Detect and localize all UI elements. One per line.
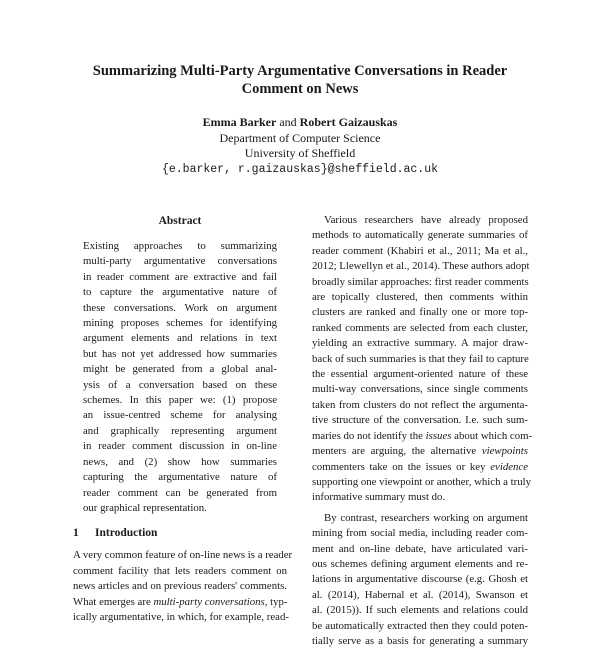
author-block [60, 115, 540, 177]
text-line: Existing approaches to summarizing [83, 240, 277, 252]
text-line: news, and (2) show how summaries [83, 455, 277, 468]
text-line: broadly similar approaches: first reader comments [312, 275, 529, 288]
emphasized-term: evidence [490, 460, 528, 473]
text-line: news articles and on previous readers' comments. [73, 580, 287, 593]
text-line: multi-way conversations, since single comments [312, 383, 528, 396]
text-line: lations in argumentative discourse (e.g. Ghosh et [312, 573, 528, 586]
body-paragraph [312, 213, 528, 429]
paper-title [60, 62, 540, 98]
text-line: methods to automatically generate summaries of [312, 229, 528, 242]
text-line: ranked comments are selected from each cluster, [312, 321, 528, 334]
text-line: taken from clusters do not reflect the argumenta- [312, 398, 528, 411]
text-line: ysis of a conversation based on these [83, 378, 277, 391]
author-names [60, 115, 540, 131]
text-line: be automatically extracted then they could poten- [312, 619, 528, 632]
text-line: ment and on-line debate, have articulated vari- [312, 542, 528, 555]
text-line [73, 595, 287, 610]
emphasized-term: multi-party conversations [153, 595, 265, 608]
affiliation-department: Department of Computer Science [219, 130, 381, 145]
text-line: the essential argument-oriented nature of these [312, 368, 528, 381]
text-run: commenters take on the issues or key [312, 460, 491, 473]
text-run: about which com- [451, 429, 533, 442]
text-run: What emerges are [73, 595, 154, 608]
text-line: mining proposes schemes for identifying [83, 317, 277, 330]
section-heading-introduction [73, 525, 287, 541]
text-line: our graphical representation. [83, 501, 207, 514]
abstract-body [73, 239, 287, 516]
text-line: informative summary must do. [312, 491, 446, 504]
text-line: mining from social media, including reader com- [312, 527, 528, 540]
text-line [312, 429, 533, 444]
text-line: Various researchers have already proposed [324, 214, 528, 226]
emphasized-term: viewpoints [481, 445, 528, 458]
text-line: back of such summaries is that they fail to capture [312, 352, 529, 365]
body-paragraph [312, 511, 528, 649]
text-line: tially serve as a basis for generating a summary [312, 634, 528, 647]
abstract-heading: Abstract [158, 215, 202, 227]
text-line: ically argumentative, in which, for example, read- [73, 610, 289, 623]
text-line: clusters are ranked and finally one or more top- [312, 306, 528, 319]
text-line: might be generated from a global anal- [83, 363, 277, 376]
text-line: argument elements and relations in text [83, 332, 277, 345]
author-conjunction: and [279, 115, 297, 129]
text-line: supporting one viewpoint or another, which a truly [312, 475, 532, 488]
text-line [312, 460, 528, 475]
author-name: Emma Barker [202, 115, 277, 129]
text-line: tive structure of the conversation. I.e. such sum- [312, 414, 528, 427]
text-line: By contrast, researchers working on argument [324, 511, 528, 524]
text-line: yielding an extractive summary. A major draw- [312, 337, 528, 350]
introduction-paragraph [73, 548, 293, 625]
text-line: A very common feature of on-line news is a reader [73, 549, 293, 562]
text-run: , typ- [264, 595, 288, 608]
section-title: Introduction [95, 527, 158, 540]
text-line: reader comment (Khabiri et al., 2011; Ma et al., [312, 244, 528, 257]
left-column [73, 213, 293, 625]
text-line: ous schemes defining argument elements and re- [312, 557, 528, 570]
text-line: reader comment can be generated from [83, 486, 277, 499]
text-line: to capture the argumentative nature of [83, 286, 277, 299]
text-run: maries do not identify the [312, 429, 426, 442]
right-column [312, 213, 533, 649]
text-line: multi-party argumentative conversations [83, 255, 277, 268]
text-line: al. (2014), Habernal et al. (2014), Swanson et [312, 588, 528, 601]
author-email: {e.barker, r.gaizauskas}@sheffield.ac.uk [161, 162, 439, 176]
text-line: al. (2015)). If such elements and relations could [312, 604, 528, 617]
emphasized-term: issues [425, 429, 452, 442]
text-line: in reader comment discussion in on-line [83, 440, 277, 453]
text-line: schemes. In this paper we: (1) propose [83, 394, 277, 407]
text-line [312, 444, 528, 459]
text-line: comment facility that lets readers comment on [73, 564, 287, 577]
text-line: are topically clustered, then comments within [312, 291, 528, 304]
text-line: capturing the argumentative nature of [83, 471, 277, 484]
text-line: these conversations. Work on argument [83, 301, 277, 314]
text-line: in reader comment are extractive and fail [83, 270, 277, 283]
author-name: Robert Gaizauskas [299, 115, 398, 129]
section-number: 1 [73, 527, 79, 540]
paper-title-line: Comment on News [241, 81, 359, 97]
text-line: but has not yet addressed how summaries [83, 347, 277, 360]
text-line: and graphically representing argument [83, 424, 277, 437]
text-line: 2012; Llewellyn et al., 2014). These authors adopt [312, 260, 530, 273]
text-line: an issue-centred scheme for analysing [83, 409, 277, 422]
affiliation-university: University of Sheffield [244, 146, 356, 160]
text-run: menters are arguing, the alternative [312, 445, 482, 458]
paper-title-line: Summarizing Multi-Party Argumentative Conversations in Reader [92, 63, 508, 79]
